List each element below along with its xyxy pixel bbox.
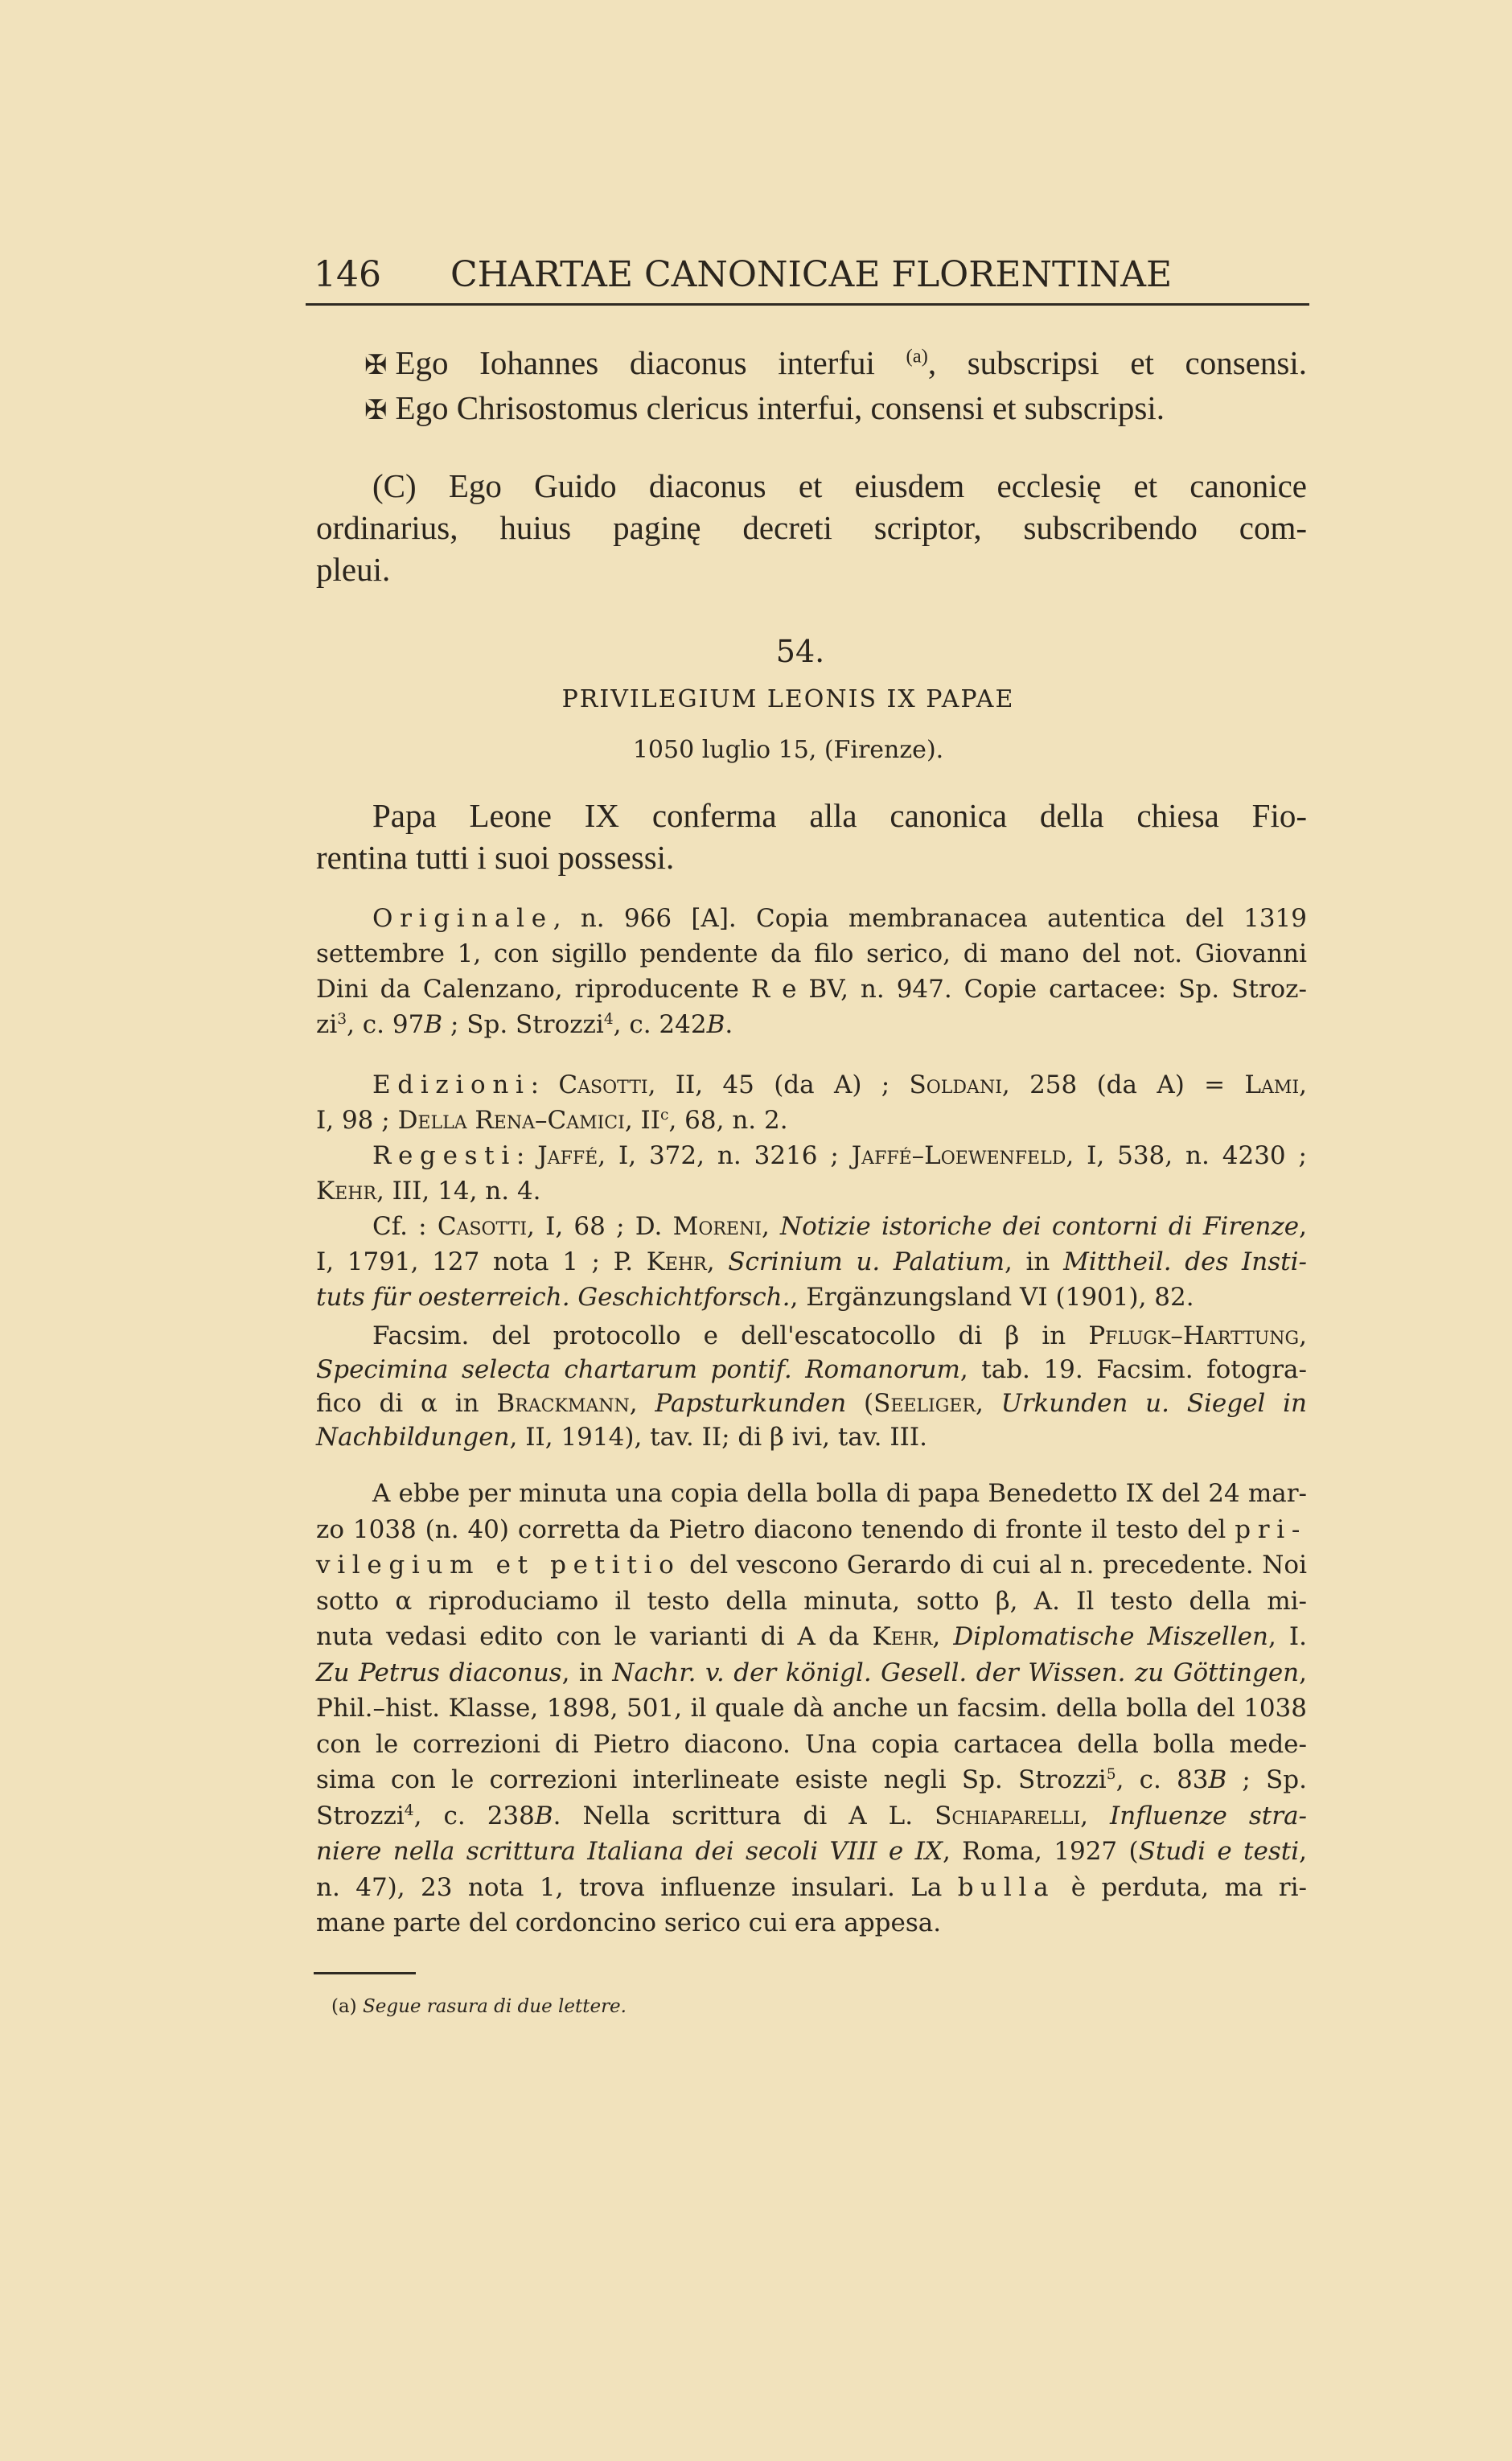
text-segment: , [1080,1801,1111,1830]
footnote [331,1996,627,2017]
text-segment: B [534,1801,553,1830]
text-segment: zo 1038 (n. 40) corretta da Pietro diacono tenendo di fronte il testo del [316,1514,1235,1544]
text-segment: B [1208,1765,1227,1794]
text-line [316,836,1307,878]
text-segment: , [706,1247,729,1276]
footnote-rule [314,1972,416,1974]
text-segment: , I. [1268,1622,1308,1651]
text-segment: Ego Iohannes diaconus interfui [395,344,906,381]
document-title: PRIVILEGIUM LEONIS IX PAPAE [561,685,1015,713]
text-segment: mane parte del cordoncino serico cui era appesa. [316,1908,942,1937]
text-segment: ; Sp. Strozzi [442,1010,604,1039]
text-segment: ; Sp. [1226,1765,1307,1794]
text-segment: , 68, n. 2. [668,1106,788,1135]
text-line [316,1173,1307,1209]
text-segment: , n. 966 [A]. Copia membranacea autentica del 1319 [553,904,1307,933]
text-line [316,1655,1307,1691]
text-segment: Casotti [437,1212,528,1241]
text-line [316,507,1307,548]
text-segment: , c. 242 [613,1010,707,1039]
text-segment: Della Rena–Camici [397,1106,625,1135]
superscript: (a) [906,345,928,368]
text-segment: pri- [1235,1514,1307,1544]
text-segment: Brackmann [496,1389,630,1418]
text-line [316,387,1307,432]
text-segment: , c. 238 [413,1801,535,1830]
text-segment: Pflugk–Harttung [1088,1321,1300,1350]
superscript: 4 [404,1802,414,1819]
text-segment: settembre 1, con sigillo pendente da filo serico, di mano del not. Giovanni [316,939,1307,968]
text-segment: Papa Leone IX conferma alla canonica della chiesa Fio- [372,797,1307,834]
text-segment: zi [316,1010,338,1039]
text-segment: , II, 1914), tav. II; di β ivi, tav. III. [509,1423,927,1452]
superscript: c [660,1106,669,1124]
text-segment: Cf. : [372,1212,438,1241]
text-segment: , [975,1389,1001,1418]
text-segment: . Nella scrittura di A L. [553,1801,935,1830]
text-segment: con le correzioni di Pietro diacono. Una copia cartacea della bolla mede- [316,1729,1307,1759]
text-line [316,1619,1307,1655]
text-segment: Regesti [372,1141,516,1170]
text-segment: , III, 14, n. 4. [376,1177,541,1206]
text-line [316,1798,1307,1834]
text-segment: , II [624,1106,661,1135]
text-line [316,1353,1307,1387]
page-number: 146 [314,254,381,295]
text-line [316,1007,1307,1042]
text-segment: , Roma, 1927 ( [942,1837,1139,1866]
text-segment: Ego Chrisostomus clericus interfui, consensi et subscripsi. [395,389,1165,426]
text-line [316,1512,1307,1548]
text-line [316,1067,1307,1103]
text-line [316,1138,1307,1173]
text-segment: , [761,1212,781,1241]
text-segment: Originale [372,904,553,933]
apparatus-edizioni [316,1067,1307,1138]
text-line [316,1691,1307,1727]
text-segment: pleui. [316,551,391,588]
text-segment: Kehr [646,1247,707,1276]
running-title: CHARTAE CANONICAE FLORENTINAE [450,254,1173,295]
text-segment: Notizie istoriche dei contorni di Firenze [780,1212,1300,1241]
text-line [316,1870,1307,1906]
text-segment: Diplomatische Miszellen [953,1622,1268,1651]
text-line [316,1244,1307,1280]
text-segment: del vescono Gerardo di cui al n. precedente. Noi [680,1551,1307,1580]
text-segment: Studi e testi [1138,1837,1300,1866]
text-segment: Jaffé–Loewenfeld [851,1141,1066,1170]
text-segment: Jaffé [537,1141,598,1170]
commentary [316,1476,1307,1941]
text-segment: Urkunden u. Siegel in [1000,1389,1307,1418]
text-segment: (C) Ego Guido diaconus et eiusdem ecclesię et canonice [372,467,1307,504]
apparatus-cf [316,1209,1307,1315]
text-line [316,1905,1307,1941]
text-segment: , in [1005,1247,1064,1276]
text-line [316,1280,1307,1315]
signatures [316,342,1307,432]
text-line [316,1319,1307,1353]
text-segment: Papsturkunden [655,1389,847,1418]
text-line [316,1476,1307,1512]
text-segment: ordinarius, huius paginę decreti scriptor, subscribendo com- [316,509,1307,546]
superscript: 4 [603,1010,614,1028]
running-head [314,254,1311,295]
text-segment: niere nella scrittura Italiana dei secoli VIII e IX [316,1837,943,1866]
text-segment: bulla [957,1872,1056,1902]
text-line [316,1420,1307,1454]
apparatus-originale [316,901,1307,1042]
text-segment: Soldani [909,1070,1002,1099]
text-segment: tuts für oesterreich. Geschichtforsch. [316,1283,791,1312]
text-segment: è perduta, ma ri- [1055,1872,1307,1902]
apparatus-facsim [316,1319,1307,1454]
text-segment: : [516,1141,538,1170]
text-line [316,972,1307,1007]
text-line [316,342,1307,387]
text-line [316,1387,1307,1420]
text-segment: , tab. 19. Facsim. fotogra- [959,1355,1307,1384]
text-line [316,465,1307,507]
text-segment: , subscripsi et consensi. [927,344,1308,381]
text-segment: Dini da Calenzano, riproducente R e BV, n. 947. Copie cartacee: Sp. Stroz- [316,975,1307,1004]
text-segment: , [932,1622,954,1651]
text-segment: Influenze stra- [1110,1801,1308,1830]
text-segment: ( [846,1389,874,1418]
text-segment: sotto α riproduciamo il testo della minuta, sotto β, A. Il testo della mi- [316,1586,1307,1616]
text-segment: A ebbe per minuta una copia della bolla di papa Benedetto IX del 24 mar- [372,1479,1307,1508]
text-segment: I, 1791, 127 nota 1 ; P. [316,1247,647,1276]
text-segment: Phil.–hist. Klasse, 1898, 501, il quale dà anche un facsim. della bolla del 1038 [316,1694,1307,1723]
text-segment: n. 47), 23 nota 1, trova influenze insulari. La [316,1872,958,1902]
text-segment: , [629,1389,655,1418]
text-segment: , [1299,1658,1307,1687]
text-segment: , Ergänzungsland VI (1901), 82. [790,1283,1194,1312]
text-segment: Seeliger [873,1389,976,1418]
text-segment: sima con le correzioni interlineate esiste negli Sp. Strozzi [316,1765,1107,1794]
text-segment: Kehr [872,1622,933,1651]
text-segment: Mittheil. des Insti- [1063,1247,1307,1276]
superscript: 5 [1106,1765,1116,1783]
text-segment: Nachr. v. der königl. Gesell. der Wissen. zu Göttingen [612,1658,1300,1687]
text-segment: Schiaparelli [935,1801,1081,1830]
text-segment: , I, 372, n. 3216 ; [598,1141,852,1170]
cross-pattee-icon: ✠ [364,396,388,425]
text-segment: : [530,1070,559,1099]
text-segment: , c. 83 [1116,1765,1209,1794]
text-segment: , [1299,1212,1307,1241]
apparatus-regesti [316,1138,1307,1209]
document-number: 54. [775,634,825,669]
text-segment: vilegium et petitio [316,1551,681,1580]
text-segment: Edizioni [372,1070,531,1099]
text-segment: , 258 (da A) = [1001,1070,1245,1099]
text-segment: Strozzi [316,1801,405,1830]
header-rule [306,303,1309,306]
footnote-marker: (a) [331,1996,357,2017]
text-line [316,1834,1307,1870]
text-segment: Nachbildungen [316,1423,510,1452]
text-segment: , [1299,1321,1307,1350]
text-line [316,1584,1307,1620]
text-segment: Kehr [316,1177,376,1206]
text-segment: , I, 538, n. 4230 ; [1066,1141,1307,1170]
text-segment: , in [561,1658,613,1687]
text-line [316,1103,1307,1138]
text-segment: rentina tutti i suoi possessi. [316,839,675,876]
text-line [316,1209,1307,1244]
text-segment: Moreni [672,1212,762,1241]
text-segment: , c. 97 [347,1010,425,1039]
text-segment: fico di α in [316,1389,497,1418]
text-line [316,1762,1307,1798]
text-segment: Specimina selecta chartarum pontif. Romanorum [316,1355,960,1384]
document-date: 1050 luglio 15, (Firenze). [632,736,944,764]
text-segment: Casotti [558,1070,648,1099]
text-segment: Facsim. del protocollo e dell'escatocollo di β in [372,1321,1089,1350]
text-segment: Zu Petrus diaconus [316,1658,562,1687]
text-line [316,548,1307,590]
text-segment: Scrinium u. Palatium [728,1247,1005,1276]
text-line [316,795,1307,836]
text-segment: nuta vedasi edito con le varianti di A da [316,1622,873,1651]
scribe-paragraph [316,465,1307,590]
text-segment: I, 98 ; [316,1106,398,1135]
text-segment: , II, 45 (da A) ; [647,1070,910,1099]
superscript: 3 [337,1010,347,1028]
cross-pattee-icon: ✠ [364,351,388,380]
text-segment: B [706,1010,725,1039]
text-line [316,936,1307,972]
summary [316,795,1307,878]
text-line [316,1727,1307,1763]
footnote-text: Segue rasura di due lettere. [362,1996,627,2017]
text-segment: , [1299,1070,1307,1099]
text-segment: Lami [1244,1070,1300,1099]
text-segment: , I, 68 ; D. [527,1212,673,1241]
text-segment: , [1299,1837,1308,1866]
text-line [316,901,1307,936]
text-segment: B [424,1010,443,1039]
text-segment: . [725,1010,733,1039]
text-line [316,1547,1307,1584]
